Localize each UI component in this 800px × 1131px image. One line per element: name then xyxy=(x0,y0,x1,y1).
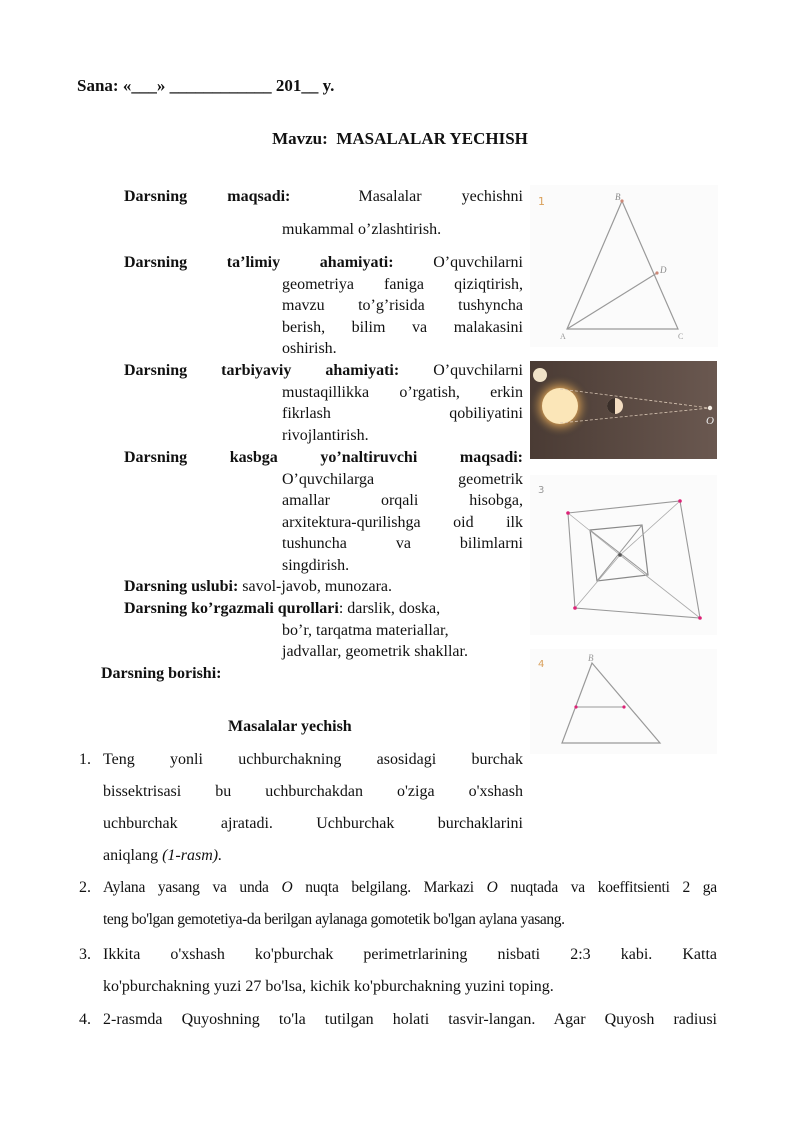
topic-title: MASALALAR YECHISH xyxy=(336,129,528,148)
task-number: 4. xyxy=(79,1011,91,1028)
goal-talimiy xyxy=(124,252,523,360)
goal-word: Masalalar xyxy=(358,188,422,205)
task-line: Ikkita o'xshash ko'pburchak perimetrlarining nisbati 2:3 kabi. Katta xyxy=(103,946,717,963)
goal-word: yo’naltiruvchi xyxy=(320,449,418,466)
goal-word: O’quvchilarni xyxy=(433,254,523,271)
figure-square-3 xyxy=(530,475,717,635)
figure-triangle-4 xyxy=(530,649,717,754)
goal-maqsad xyxy=(124,186,523,240)
figure-ref: (1-rasm). xyxy=(162,847,223,864)
vertex-label: B xyxy=(588,653,594,663)
task-text: Aylana yasang va unda xyxy=(103,879,282,896)
goal-line: O’quvchilarga geometrik xyxy=(282,470,523,488)
goal-word: kasbga xyxy=(229,449,278,466)
task-line: aniqlang xyxy=(103,847,163,864)
goal-line: amallar orqali hisobga, xyxy=(282,492,523,509)
qurollar-value: : darslik, doska, xyxy=(338,600,441,617)
goal-line: fikrlash qobiliyatini xyxy=(282,405,523,422)
task-line: 2-rasmda Quyoshning to'la tutilgan holati tasvir-langan. Agar Quyosh radiusi xyxy=(103,1011,717,1028)
goal-word: ta’limiy xyxy=(226,254,281,271)
goal-uslub xyxy=(124,576,523,598)
borishi-heading: Darsning borishi: xyxy=(101,665,222,682)
uslub-label: Darsning uslubi: xyxy=(124,578,239,595)
uslub-value: savol-javob, munozara. xyxy=(238,578,392,595)
task-line: uchburchak ajratadi. Uchburchak burchaklarini xyxy=(103,815,523,832)
goal-word: tarbiyaviy xyxy=(221,362,292,379)
goal-word: O’quvchilarni xyxy=(433,362,523,379)
goal-line: tushuncha va bilimlarni xyxy=(282,535,523,552)
task-text: O xyxy=(281,879,293,896)
topic-label: Mavzu: xyxy=(272,129,328,148)
task-number: 2. xyxy=(79,879,91,896)
task-number: 1. xyxy=(79,751,91,768)
goal-word: yechishni xyxy=(461,188,523,205)
figure-number: 3 xyxy=(538,485,545,496)
point-label: O xyxy=(706,415,714,427)
goal-line: mavzu to’g’risida tushyncha xyxy=(282,297,523,314)
goal-line: berish, bilim va malakasini xyxy=(282,318,523,336)
goal-word: Darsning xyxy=(124,362,188,379)
goal-word: Darsning xyxy=(124,188,188,205)
goal-line: bo’r, tarqatma materiallar, xyxy=(282,621,449,639)
task-line: ko'pburchakning yuzi 27 bo'lsa, kichik ko'pburchakning yuzini toping. xyxy=(103,978,554,995)
goal-word: maqsadi: xyxy=(459,449,523,466)
figure-triangle-1 xyxy=(530,185,718,347)
goal-word: Darsning xyxy=(124,449,188,466)
goal-line: jadvallar, geometrik shakllar. xyxy=(282,643,468,660)
task-text: O xyxy=(486,879,498,896)
task-number: 3. xyxy=(79,946,91,963)
goal-word: Darsning xyxy=(124,254,188,271)
goal-qurollar xyxy=(124,598,523,663)
figure-eclipse-2 xyxy=(530,361,717,459)
goal-word: maqsadi: xyxy=(227,188,291,205)
task-text: nuqtada va koeffitsienti 2 ga xyxy=(497,879,717,896)
goal-cont: mukammal o’zlashtirish. xyxy=(282,220,442,238)
topic-heading xyxy=(0,129,800,149)
qurollar-label: Darsning ko’rgazmali qurollari xyxy=(124,600,339,617)
task-line: Teng yonli uchburchakning asosidagi burchak xyxy=(103,751,523,768)
vertex-label: C xyxy=(678,332,684,341)
goal-line: singdirish. xyxy=(282,556,350,574)
goal-line: oshirish. xyxy=(282,340,337,357)
goal-kasbga xyxy=(124,447,523,576)
figure-number: 1 xyxy=(538,195,545,208)
figure-number: 4 xyxy=(538,659,545,670)
task-text: nuqta belgilang. Markazi xyxy=(292,879,487,896)
vertex-label: A xyxy=(560,332,566,341)
goal-word: ahamiyati: xyxy=(325,362,400,379)
vertex-label: B xyxy=(615,192,621,202)
goal-line: rivojlantirish. xyxy=(282,426,369,444)
goal-line: geometriya faniga qiziqtirish, xyxy=(282,275,523,293)
goal-line: arxitektura-qurilishga oid ilk xyxy=(282,513,523,531)
goal-line: mustaqillikka o’rgatish, erkin xyxy=(282,383,523,401)
vertex-label: D xyxy=(660,265,667,275)
tasks-title: Masalalar yechish xyxy=(228,718,352,735)
date-line: Sana: «___» ____________ 201__ y. xyxy=(77,76,335,95)
goal-tarbiyaviy xyxy=(124,360,523,446)
goal-word: ahamiyati: xyxy=(319,254,394,271)
task-line: teng bo'lgan gemotetiya-da berilgan aylanaga gomotetik bo'lgan aylana yasang. xyxy=(103,911,565,928)
task-line: bissektrisasi bu uchburchakdan o'ziga o'xshash xyxy=(103,783,523,800)
